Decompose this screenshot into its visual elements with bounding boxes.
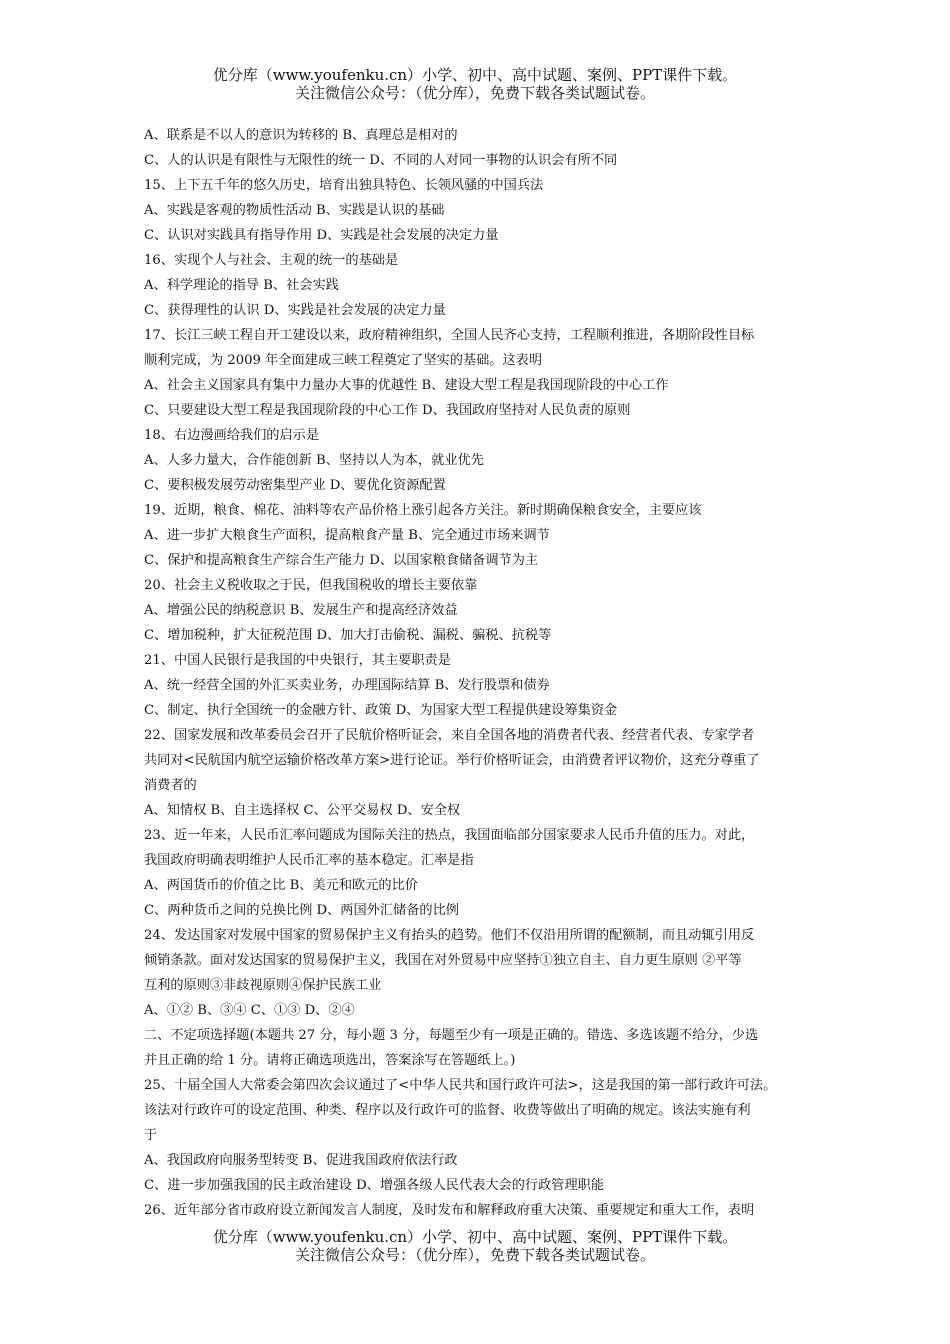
text-line: 22、国家发展和改革委员会召开了民航价格听证会，来自全国各地的消费者代表、经营者代表、专家学者 — [144, 728, 755, 743]
page-footer — [0, 1228, 950, 1264]
text-line: C、要积极发展劳动密集型产业 D、要优化资源配置 — [144, 478, 446, 493]
text-line: A、科学理论的指导 B、社会实践 — [144, 278, 339, 293]
footer-line-2: 关注微信公众号：（优分库），免费下载各类试题试卷。 — [294, 1246, 655, 1264]
header-line-2: 关注微信公众号：（优分库），免费下载各类试题试卷。 — [294, 84, 655, 102]
text-line: A、实践是客观的物质性活动 B、实践是认识的基础 — [144, 203, 445, 218]
text-line: C、获得理性的认识 D、实践是社会发展的决定力量 — [144, 303, 446, 318]
text-line: 倾销条款。面对发达国家的贸易保护主义，我国在对外贸易中应坚持①独立自主、自力更生原则 ②平等 — [144, 953, 742, 968]
text-line: 23、近一年来，人民币汇率问题成为国际关注的热点，我国面临部分国家要求人民币升值的压力。对此， — [144, 828, 755, 843]
text-line: A、人多力量大，合作能创新 B、坚持以人为本，就业优先 — [144, 453, 484, 468]
text-line: 该法对行政许可的设定范围、种类、程序以及行政许可的监督、收费等做出了明确的规定。该法实施有利 — [144, 1103, 751, 1118]
text-line: C、两种货币之间的兑换比例 D、两国外汇储备的比例 — [144, 903, 459, 918]
text-line: C、进一步加强我国的民主政治建设 D、增强各级人民代表大会的行政管理职能 — [144, 1178, 605, 1193]
text-line: 并且正确的给 1 分。请将正确选项选出，答案涂写在答题纸上。) — [144, 1053, 516, 1068]
text-line: 我国政府明确表明维护人民币汇率的基本稳定。汇率是指 — [144, 853, 474, 868]
text-line: 于 — [144, 1128, 158, 1143]
text-line: C、认识对实践具有指导作用 D、实践是社会发展的决定力量 — [144, 228, 499, 243]
text-line: A、联系是不以人的意识为转移的 B、真理总是相对的 — [144, 128, 458, 143]
text-line: A、我国政府向服务型转变 B、促进我国政府依法行政 — [144, 1153, 458, 1168]
text-line: 15、上下五千年的悠久历史，培育出独具特色、长领风骚的中国兵法 — [144, 178, 544, 193]
text-line: A、进一步扩大粮食生产面积，提高粮食产量 B、完全通过市场来调节 — [144, 528, 550, 543]
text-line: 25、十届全国人大常委会第四次会议通过了<中华人民共和国行政许可法>，这是我国的第一部行政许可法。 — [144, 1078, 777, 1093]
text-line: A、两国货币的价值之比 B、美元和欧元的比价 — [144, 878, 418, 893]
text-line: C、增加税种，扩大征税范围 D、加大打击偷税、漏税、骗税、抗税等 — [144, 628, 552, 643]
footer-line-1: 优分库（www.youfenku.cn）小学、初中、高中试题、案例、PPT课件下载。 — [212, 1228, 738, 1246]
document-body — [144, 123, 814, 1223]
text-line: 19、近期，粮食、棉花、油料等农产品价格上涨引起各方关注。新时期确保粮食安全，主要应该 — [144, 503, 702, 518]
text-line: A、知情权 B、自主选择权 C、公平交易权 D、安全权 — [144, 803, 461, 818]
header-line-1: 优分库（www.youfenku.cn）小学、初中、高中试题、案例、PPT课件下载。 — [212, 66, 738, 84]
text-line: A、社会主义国家具有集中力量办大事的优越性 B、建设大型工程是我国现阶段的中心工作 — [144, 378, 669, 393]
text-line: 24、发达国家对发展中国家的贸易保护主义有抬头的趋势。他们不仅沿用所谓的配额制，而且动辄引用反 — [144, 928, 755, 943]
text-line: 共同对<民航国内航空运输价格改革方案>进行论证。举行价格听证会，由消费者评议物价，这充分尊重了 — [144, 753, 760, 768]
text-line: 消费者的 — [144, 778, 197, 793]
page-header — [0, 66, 950, 102]
text-line: 21、中国人民银行是我国的中央银行，其主要职责是 — [144, 653, 451, 668]
text-line: A、统一经营全国的外汇买卖业务，办理国际结算 B、发行股票和债券 — [144, 678, 550, 693]
text-line: 互利的原则③非歧视原则④保护民族工业 — [144, 978, 382, 993]
text-line: C、只要建设大型工程是我国现阶段的中心工作 D、我国政府坚持对人民负责的原则 — [144, 403, 631, 418]
text-line: 17、长江三峡工程自开工建设以来，政府精神组织，全国人民齐心支持，工程顺利推进，各期阶段性目标 — [144, 328, 755, 343]
text-line: 二、不定项选择题(本题共 27 分，每小题 3 分，每题至少有一项是正确的。错选、多选该题不给分，少选 — [144, 1028, 759, 1043]
text-line: 16、实现个人与社会、主观的统一的基础是 — [144, 253, 399, 268]
text-line: A、增强公民的纳税意识 B、发展生产和提高经济效益 — [144, 603, 458, 618]
text-line: 顺利完成，为 2009 年全面建成三峡工程奠定了坚实的基础。这表明 — [144, 353, 543, 368]
text-line: 18、右边漫画给我们的启示是 — [144, 428, 320, 443]
text-line: A、①② B、③④ C、①③ D、②④ — [144, 1003, 355, 1018]
text-line: C、人的认识是有限性与无限性的统一 D、不同的人对同一事物的认识会有所不同 — [144, 153, 618, 168]
text-line: C、保护和提高粮食生产综合生产能力 D、以国家粮食储备调节为主 — [144, 553, 539, 568]
text-line: 26、近年部分省市政府设立新闻发言人制度，及时发布和解释政府重大决策、重要规定和重大工作，表明 — [144, 1203, 755, 1218]
text-line: 20、社会主义税收取之于民，但我国税收的增长主要依靠 — [144, 578, 478, 593]
text-line: C、制定、执行全国统一的金融方针、政策 D、为国家大型工程提供建设筹集资金 — [144, 703, 618, 718]
